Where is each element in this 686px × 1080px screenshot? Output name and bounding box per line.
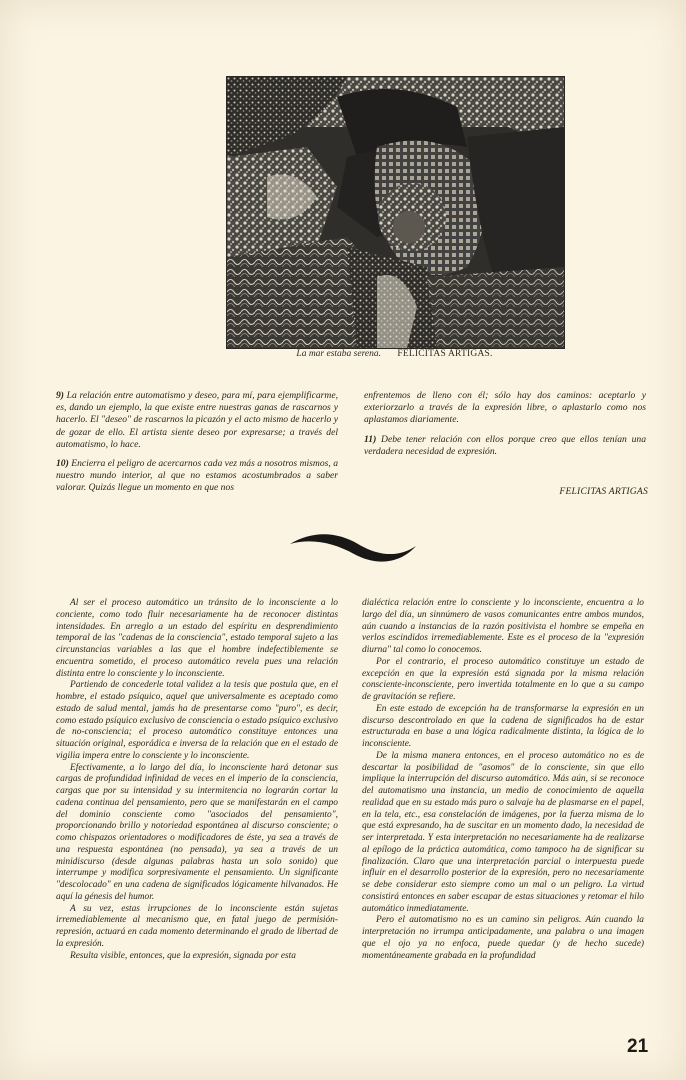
answer-paragraph <box>56 458 338 495</box>
essay-paragraph: Por el contrario, el proceso automático constituye un estado de excepción en que la expresión está signada por la misma relación consciente-inconsciente, pero invertida totalmente en lo que a su campo de gravitación se refiere. <box>362 656 644 702</box>
essay-paragraph: Al ser el proceso automático un tránsito de lo inconsciente a lo conciente, como todo fluir necesariamente ha de reconocer distintas intensidades. En arreglo a un estado del espíritu en desprendimiento temporal de las "cadenas de la consciencia", estado temporal sujeto a las circunstancias variables a las que el hombre indefectiblemente se encuentra sometido, el proceso automático revela pues una relación distinta entre lo consciente y lo inconsciente. <box>56 598 338 679</box>
answer-paragraph <box>364 390 646 427</box>
essay-column-left <box>56 598 338 962</box>
essay-paragraph: Resulta visible, entonces, que la expresión, signada por esta <box>70 950 296 961</box>
answer-text: Debe tener relación con ellos porque creo que ellos tenían una verdadera necesidad de expresión. <box>364 433 646 457</box>
interview-column-right <box>364 390 646 465</box>
figure-caption <box>226 349 563 359</box>
answer-number: 10) <box>56 458 69 470</box>
essay-paragraph: Partiendo de concederle total validez a la tesis que postula que, en el hombre, el estado psíquico, aquel que universalmente es aceptado como estado de salud mental, jamás ha de presentarse como "puro", es decir, como estado psíquico exclusivo de consciencia o estado psíquico exclusivo de no-consciencia; el proceso automático constituye entonces una situación original, esporádica e inversa de la relación que en el estado de vigilia impera entre lo consciente y lo inconsciente. <box>56 680 338 761</box>
essay-paragraph: dialéctica relación entre lo consciente y lo inconsciente, encuentra a lo largo del día, un sinnúmero de vasos comunicantes entre ambos mundos, aún cuando a instancias de la razón positivista el hombre se empeña en verlos escindidos irremediablemente. Este es el proceso de la "expresión diurna" tal como lo conocemos. <box>362 598 644 655</box>
answer-paragraph <box>56 390 338 451</box>
answer-text: enfrentemos de lleno con él; sólo hay dos caminos: aceptarlo y exteriorzarlo a través de la expresión libre, o aplastarlo como nos aplastamos diariamente. <box>364 390 646 426</box>
essay-paragraph: Efectivamente, a lo largo del día, lo inconsciente hará detonar sus cargas de profundidad infinidad de veces en el imperio de la consciencia, cargas que por su intensidad y su intermitencia no lograrán cortar la cadena continua del pensamiento, pero que se manifestarán en el campo del dominio consciente como "asociados del pensamiento", proporcionando brillo y notoriedad espontánea al discurso consciente; o como chispazos orientadores o modificadores de éste, ya sea a través de una respuesta espontánea (no pensada), ya sea a través de un minidiscurso (desde algunas palabras hasta un solo sonido) que interrumpe y modifica sorpresivamente el pensamiento. Un significante "descolocado" en una cadena de significados lógicamente hilvanados. He aquí la génesis del humor. <box>56 762 338 902</box>
essay-paragraph: De la misma manera entonces, en el proceso automático no es de descartar la posibilidad de "asomos" de lo consciente, sin que ello implique la interrupción del discurso automático. Más aún, si se reconoce del automatismo una instancia, un medio de conocimiento de aquella realidad que en su estado más puro o salvaje ha de plasmarse en el papel, en la tela, etc., esa constelación de imágenes, por la fuerza misma de lo que está expresando, ha de suscitar en un momento dado, la necesidad de ser interpretada. Y esta interpretación no necesariamente ha de realizarse al epílogo de la práctica automática, como tampoco ha de significar su finalización. Claro que una interpretación parcial o interpuesta puede influir en el desarrollo posterior de la expresión, pero no necesariamente se debe considerar esto siempre como un mal o un peligro. La virtud consistirá entonces en saber escapar de estas situaciones y retomar el hilo automático inmediatamente. <box>362 750 644 914</box>
essay-paragraph: A su vez, estas irrupciones de lo inconsciente están sujetas irremediablemente al mecanismo que, en fatal juego de permisión-represión, actuará en cada momento determinando el grado de libertad de la expresión. <box>56 903 338 949</box>
caption-artist: FELICITAS ARTIGAS. <box>397 349 493 359</box>
caption-title: La mar estaba serena. <box>296 349 382 359</box>
author-signature: FELICITAS ARTIGAS <box>559 486 648 497</box>
page-number: 21 <box>627 1036 649 1057</box>
answer-number: 11) <box>364 433 377 445</box>
answer-number: 9) <box>56 390 64 401</box>
artwork-image <box>226 76 565 349</box>
answer-text: La relación entre automatismo y deseo, para mí, para ejemplificarme, es, dando un ejemplo, la que existe entre nuestras ganas de rascarnos y hacerlo. El "deseo" de rascarnos la picazón y el acto mismo de hacerlo y de gozar de ello. El artista siente deseo por expresarse; a través del automatismo, lo hace. <box>56 390 338 450</box>
answer-paragraph <box>364 434 646 458</box>
tilde-ornament <box>288 528 418 568</box>
essay-paragraph: Pero el automatismo no es un camino sin peligros. Aún cuando la interpretación no irrumpa anticipadamente, una palabra o una imagen que el ojo ya no enfoca, puede quedar (y de hecho sucede) momentáneamente grabada en la profundidad <box>362 915 644 961</box>
answer-text: Encierra el peligro de acercarnos cada vez más a nosotros mismos, a nuestro mundo interior, al que no estamos acostumbrados a saber valorar. Quizás llegue un momento en que nos <box>56 458 338 494</box>
interview-column-left <box>56 390 338 502</box>
essay-column-right <box>362 598 644 962</box>
essay-paragraph: En este estado de excepción ha de transformarse la expresión en un discurso descontrolado en que la cadena de significados ha de estar estructurada en base a una lógica radicalmente distinta, la lógica de lo inconsciente. <box>362 703 644 749</box>
